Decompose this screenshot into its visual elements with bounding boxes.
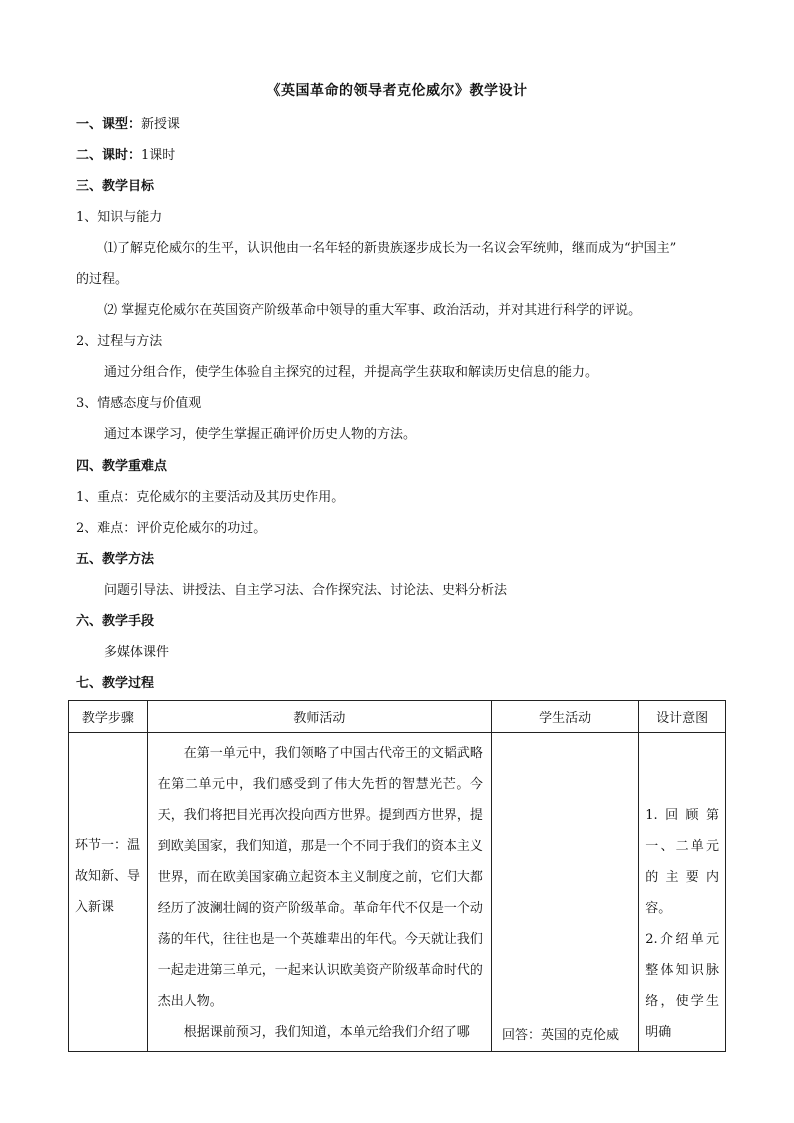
section-objectives-heading: 三、教学目标	[76, 179, 155, 194]
methods-text: 问题引导法、讲授法、自主学习法、合作探究法、讨论法、史料分析法	[104, 583, 508, 598]
process-text: 通过分组合作，使学生体验自主探究的过程，并提高学生获取和解读历史信息的能力。	[104, 365, 599, 380]
intent-text	[639, 733, 725, 1048]
cell-teacher	[147, 733, 491, 1052]
table-header-row	[69, 701, 726, 733]
section-heading: 二、课时：	[76, 148, 142, 163]
section-lesson-hours	[76, 147, 175, 165]
teacher-text	[148, 733, 491, 1048]
section-value: 新授课	[141, 117, 181, 132]
cell-student	[491, 733, 638, 1052]
intent-paragraph: 2.介绍单元整体知识脉络，使学生明确	[645, 932, 719, 1040]
section-value: 1课时	[141, 148, 176, 163]
section-lesson-type	[76, 116, 180, 134]
student-text: 回答：英国的克伦威	[501, 1028, 619, 1043]
step-text: 环节一：温故知新、导入新课	[75, 838, 141, 915]
subheading-process: 2、过程与方法	[76, 334, 163, 349]
cell-intent	[639, 733, 726, 1052]
section-process-heading: 七、教学过程	[76, 676, 155, 691]
header-intent: 设计意图	[639, 701, 726, 733]
teaching-process-table	[68, 700, 726, 1052]
means-text: 多媒体课件	[104, 645, 170, 660]
keypoint-text: 1、重点：克伦威尔的主要活动及其历史作用。	[76, 490, 345, 505]
teacher-paragraph: 根据课前预习，我们知道，本单元给我们介绍了哪	[183, 1025, 470, 1040]
objective-text-continued: 的过程。	[76, 272, 129, 287]
header-teacher: 教师活动	[147, 701, 491, 733]
values-text: 通过本课学习，使学生掌握正确评价历史人物的方法。	[104, 427, 417, 442]
teacher-paragraph: 在第一单元中，我们领略了中国古代帝王的文韬武略 在第二单元中，我们感受到了伟大先哲的智慧光芒。今天，我们将把目光再次投向西方世界。提到西方世界，提到欧美国家，我们知道，那是一个不同于我们的资本主义世界，而在欧美国家确立起资本主义制度之前，它们大都经历了波澜壮阔的资产阶级革命。革命年代不仅是一个动荡的年代，往往也是一个英雄辈出的年代。今天就让我们一起走进第三单元，一起来认识欧美资产阶级革命时代的杰出人物。	[157, 746, 483, 1009]
section-means-heading: 六、教学手段	[76, 614, 155, 629]
table-row	[69, 733, 726, 1052]
objective-text: ⑴了解克伦威尔的生平，认识他由一名年轻的新贵族逐步成长为一名议会军统帅，继而成为“护国主”	[104, 241, 677, 256]
section-methods-heading: 五、教学方法	[76, 552, 155, 567]
section-heading: 一、课型：	[76, 117, 142, 132]
cell-step	[69, 733, 148, 1052]
intent-paragraph: 1.回顾第一、二单元的主要内容。	[645, 808, 719, 916]
subheading-values: 3、情感态度与价值观	[76, 396, 202, 411]
header-student: 学生活动	[491, 701, 638, 733]
section-keypoints-heading: 四、教学重难点	[76, 459, 168, 474]
difficulty-text: 2、难点：评价克伦威尔的功过。	[76, 521, 267, 536]
header-step: 教学步骤	[69, 701, 148, 733]
document-title: 《英国革命的领导者克伦威尔》教学设计	[266, 83, 528, 99]
subheading-knowledge: 1、知识与能力	[76, 210, 163, 225]
objective-text: ⑵ 掌握克伦威尔在英国资产阶级革命中领导的重大军事、政治活动，并对其进行科学的评说。	[104, 303, 642, 318]
